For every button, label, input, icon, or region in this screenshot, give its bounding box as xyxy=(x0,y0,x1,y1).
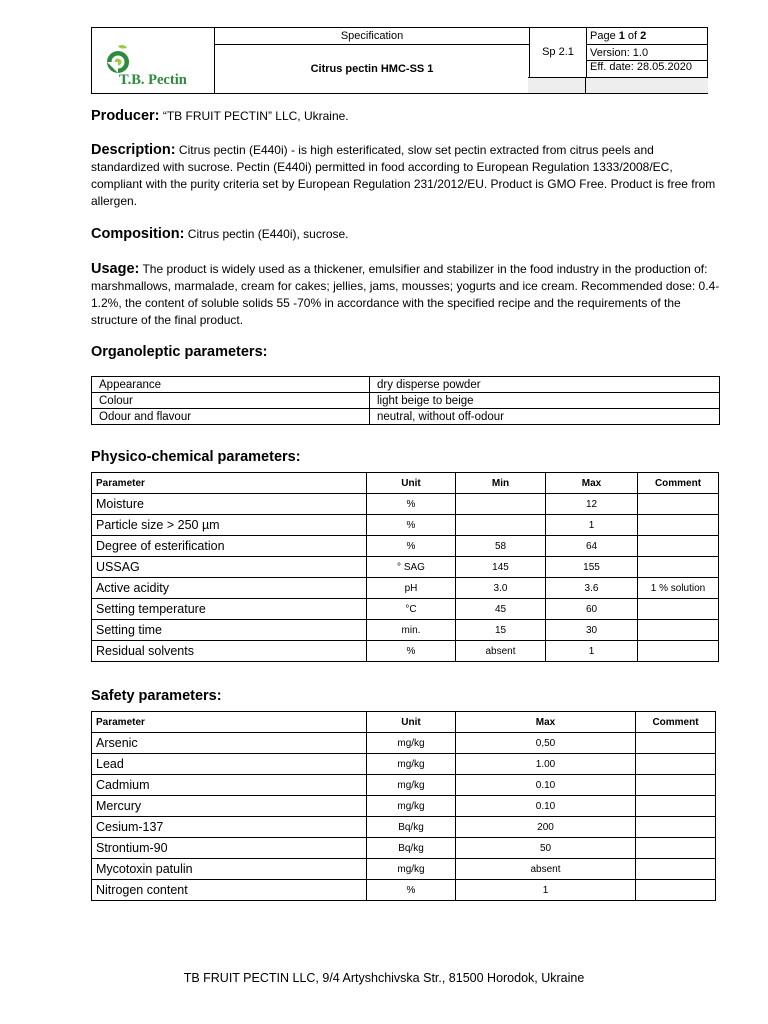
physico-chemical-table xyxy=(91,472,719,662)
comment-cell xyxy=(636,880,716,901)
physico-title: Physico-chemical parameters: xyxy=(91,449,301,465)
comment-cell xyxy=(636,817,716,838)
param-cell: Mycotoxin patulin xyxy=(92,859,367,880)
header-comment: Comment xyxy=(638,473,719,494)
composition-label: Composition: xyxy=(91,226,185,242)
min-cell: 45 xyxy=(456,599,546,620)
header-divider xyxy=(585,77,586,93)
min-cell: 3.0 xyxy=(456,578,546,599)
param-cell: Active acidity xyxy=(92,578,367,599)
max-cell: 0.10 xyxy=(456,775,636,796)
table-row xyxy=(92,859,716,880)
max-cell: absent xyxy=(456,859,636,880)
unit-cell: mg/kg xyxy=(367,754,456,775)
comment-cell xyxy=(638,599,719,620)
header-parameter: Parameter xyxy=(92,473,367,494)
unit-cell: ° SAG xyxy=(367,557,456,578)
param-cell: Appearance xyxy=(92,377,370,393)
doc-type-cell xyxy=(215,28,530,45)
producer-label: Producer: xyxy=(91,108,160,124)
param-cell: Lead xyxy=(92,754,367,775)
usage-paragraph xyxy=(91,261,721,329)
param-cell: Strontium-90 xyxy=(92,838,367,859)
page-num: 1 xyxy=(618,30,625,42)
max-cell: 12 xyxy=(546,494,638,515)
table-row xyxy=(92,817,716,838)
version: Version: 1.0 xyxy=(590,46,649,59)
product-name: Citrus pectin HMC-SS 1 xyxy=(310,63,434,75)
description-label: Description: xyxy=(91,142,176,158)
unit-cell: Bq/kg xyxy=(367,838,456,859)
unit-cell: % xyxy=(367,515,456,536)
header-comment: Comment xyxy=(636,712,716,733)
page-total: 2 xyxy=(640,30,647,42)
value-cell: dry disperse powder xyxy=(370,377,720,393)
comment-cell xyxy=(638,641,719,662)
table-row xyxy=(92,409,720,425)
comment-cell xyxy=(636,775,716,796)
table-row xyxy=(92,754,716,775)
unit-cell: Bq/kg xyxy=(367,817,456,838)
max-cell: 3.6 xyxy=(546,578,638,599)
comment-cell xyxy=(638,515,719,536)
composition-line xyxy=(91,226,721,243)
param-cell: Moisture xyxy=(92,494,367,515)
comment-cell xyxy=(638,620,719,641)
header-unit: Unit xyxy=(367,712,456,733)
composition-text: Citrus pectin (E440i), sucrose. xyxy=(184,227,349,241)
header-divider-h xyxy=(528,77,708,78)
min-cell: 58 xyxy=(456,536,546,557)
max-cell: 1 xyxy=(546,641,638,662)
comment-cell xyxy=(638,494,719,515)
min-cell: absent xyxy=(456,641,546,662)
unit-cell: mg/kg xyxy=(367,733,456,754)
unit-cell: pH xyxy=(367,578,456,599)
max-cell: 155 xyxy=(546,557,638,578)
table-row xyxy=(92,494,719,515)
max-cell: 1.00 xyxy=(456,754,636,775)
comment-cell: 1 % solution xyxy=(638,578,719,599)
max-cell: 1 xyxy=(546,515,638,536)
table-row xyxy=(92,733,716,754)
usage-label: Usage: xyxy=(91,261,140,277)
sp-code: Sp 2.1 xyxy=(542,46,574,58)
product-name-cell xyxy=(215,45,530,94)
page-number-cell xyxy=(587,28,708,45)
unit-cell: % xyxy=(367,880,456,901)
header-unit: Unit xyxy=(367,473,456,494)
comment-cell xyxy=(636,796,716,817)
max-cell: 30 xyxy=(546,620,638,641)
table-header-row xyxy=(92,712,716,733)
version-cell xyxy=(587,45,708,61)
param-cell: Colour xyxy=(92,393,370,409)
safety-table xyxy=(91,711,716,901)
table-row xyxy=(92,599,719,620)
comment-cell xyxy=(636,838,716,859)
usage-text: The product is widely used as a thickener, emulsifier and stabilizer in the food industry in the production of: marshmallows, marmalade, cream for cakes; jellies, jams, mousses; yogurts and ice cream. Recommended dose: 0.4-1.2%, the content of soluble solids 55 -70% in accordance with the specified recipe and the requirements of the structure of the final product. xyxy=(91,262,720,327)
comment-cell xyxy=(638,536,719,557)
producer-line xyxy=(91,108,721,125)
max-cell: 60 xyxy=(546,599,638,620)
table-row xyxy=(92,775,716,796)
logo-text: T.B. Pectin xyxy=(119,72,187,88)
table-header-row xyxy=(92,473,719,494)
table-row xyxy=(92,557,719,578)
comment-cell xyxy=(636,754,716,775)
comment-cell xyxy=(636,859,716,880)
min-cell xyxy=(456,515,546,536)
company-logo xyxy=(92,28,214,93)
table-row xyxy=(92,515,719,536)
producer-text: “TB FRUIT PECTIN” LLC, Ukraine. xyxy=(159,109,349,123)
unit-cell: % xyxy=(367,641,456,662)
safety-title: Safety parameters: xyxy=(91,688,222,704)
table-row xyxy=(92,838,716,859)
max-cell: 50 xyxy=(456,838,636,859)
min-cell: 15 xyxy=(456,620,546,641)
max-cell: 64 xyxy=(546,536,638,557)
param-cell: Particle size > 250 µm xyxy=(92,515,367,536)
page-prefix: Page xyxy=(590,30,619,42)
param-cell: Arsenic xyxy=(92,733,367,754)
description-text: Citrus pectin (E440i) - is high esterificated, slow set pectin extracted from citrus peels and standardized with sucrose. Pectin (E440i) permitted in food according to European Regulation 1333/2008/EC, compliant with the purity criteria set by European Regulation 231/2012/EU. Product is GMO Free. Product is free from allergen. xyxy=(91,143,716,208)
value-cell: neutral, without off-odour xyxy=(370,409,720,425)
max-cell: 0,50 xyxy=(456,733,636,754)
organoleptic-table xyxy=(91,376,720,425)
table-row xyxy=(92,393,720,409)
table-row xyxy=(92,578,719,599)
description-paragraph xyxy=(91,142,721,210)
param-cell: Mercury xyxy=(92,796,367,817)
param-cell: Setting temperature xyxy=(92,599,367,620)
table-row xyxy=(92,536,719,557)
unit-cell: mg/kg xyxy=(367,775,456,796)
unit-cell: min. xyxy=(367,620,456,641)
organoleptic-title: Organoleptic parameters: xyxy=(91,344,268,360)
table-row xyxy=(92,796,716,817)
table-row xyxy=(92,620,719,641)
min-cell: 145 xyxy=(456,557,546,578)
eff-date: Eff. date: 28.05.2020 xyxy=(590,61,692,73)
param-cell: Degree of esterification xyxy=(92,536,367,557)
unit-cell: °C xyxy=(367,599,456,620)
page-of: of xyxy=(624,30,641,42)
comment-cell xyxy=(638,557,719,578)
param-cell: Odour and flavour xyxy=(92,409,370,425)
min-cell xyxy=(456,494,546,515)
unit-cell: % xyxy=(367,536,456,557)
unit-cell: % xyxy=(367,494,456,515)
table-row xyxy=(92,641,719,662)
header-max: Max xyxy=(546,473,638,494)
comment-cell xyxy=(636,733,716,754)
table-row xyxy=(92,377,720,393)
max-cell: 1 xyxy=(456,880,636,901)
header-parameter: Parameter xyxy=(92,712,367,733)
logo-cell xyxy=(92,28,215,94)
page-footer: TB FRUIT PECTIN LLC, 9/4 Artyshchivska Str., 81500 Horodok, Ukraine xyxy=(183,971,585,985)
doc-type: Specification xyxy=(340,30,404,42)
param-cell: USSAG xyxy=(92,557,367,578)
unit-cell: mg/kg xyxy=(367,859,456,880)
header-shade xyxy=(528,77,708,93)
param-cell: Nitrogen content xyxy=(92,880,367,901)
param-cell: Residual solvents xyxy=(92,641,367,662)
max-cell: 0.10 xyxy=(456,796,636,817)
header-max: Max xyxy=(456,712,636,733)
value-cell: light beige to beige xyxy=(370,393,720,409)
max-cell: 200 xyxy=(456,817,636,838)
param-cell: Cesium-137 xyxy=(92,817,367,838)
table-row xyxy=(92,880,716,901)
header-min: Min xyxy=(456,473,546,494)
param-cell: Setting time xyxy=(92,620,367,641)
unit-cell: mg/kg xyxy=(367,796,456,817)
param-cell: Cadmium xyxy=(92,775,367,796)
